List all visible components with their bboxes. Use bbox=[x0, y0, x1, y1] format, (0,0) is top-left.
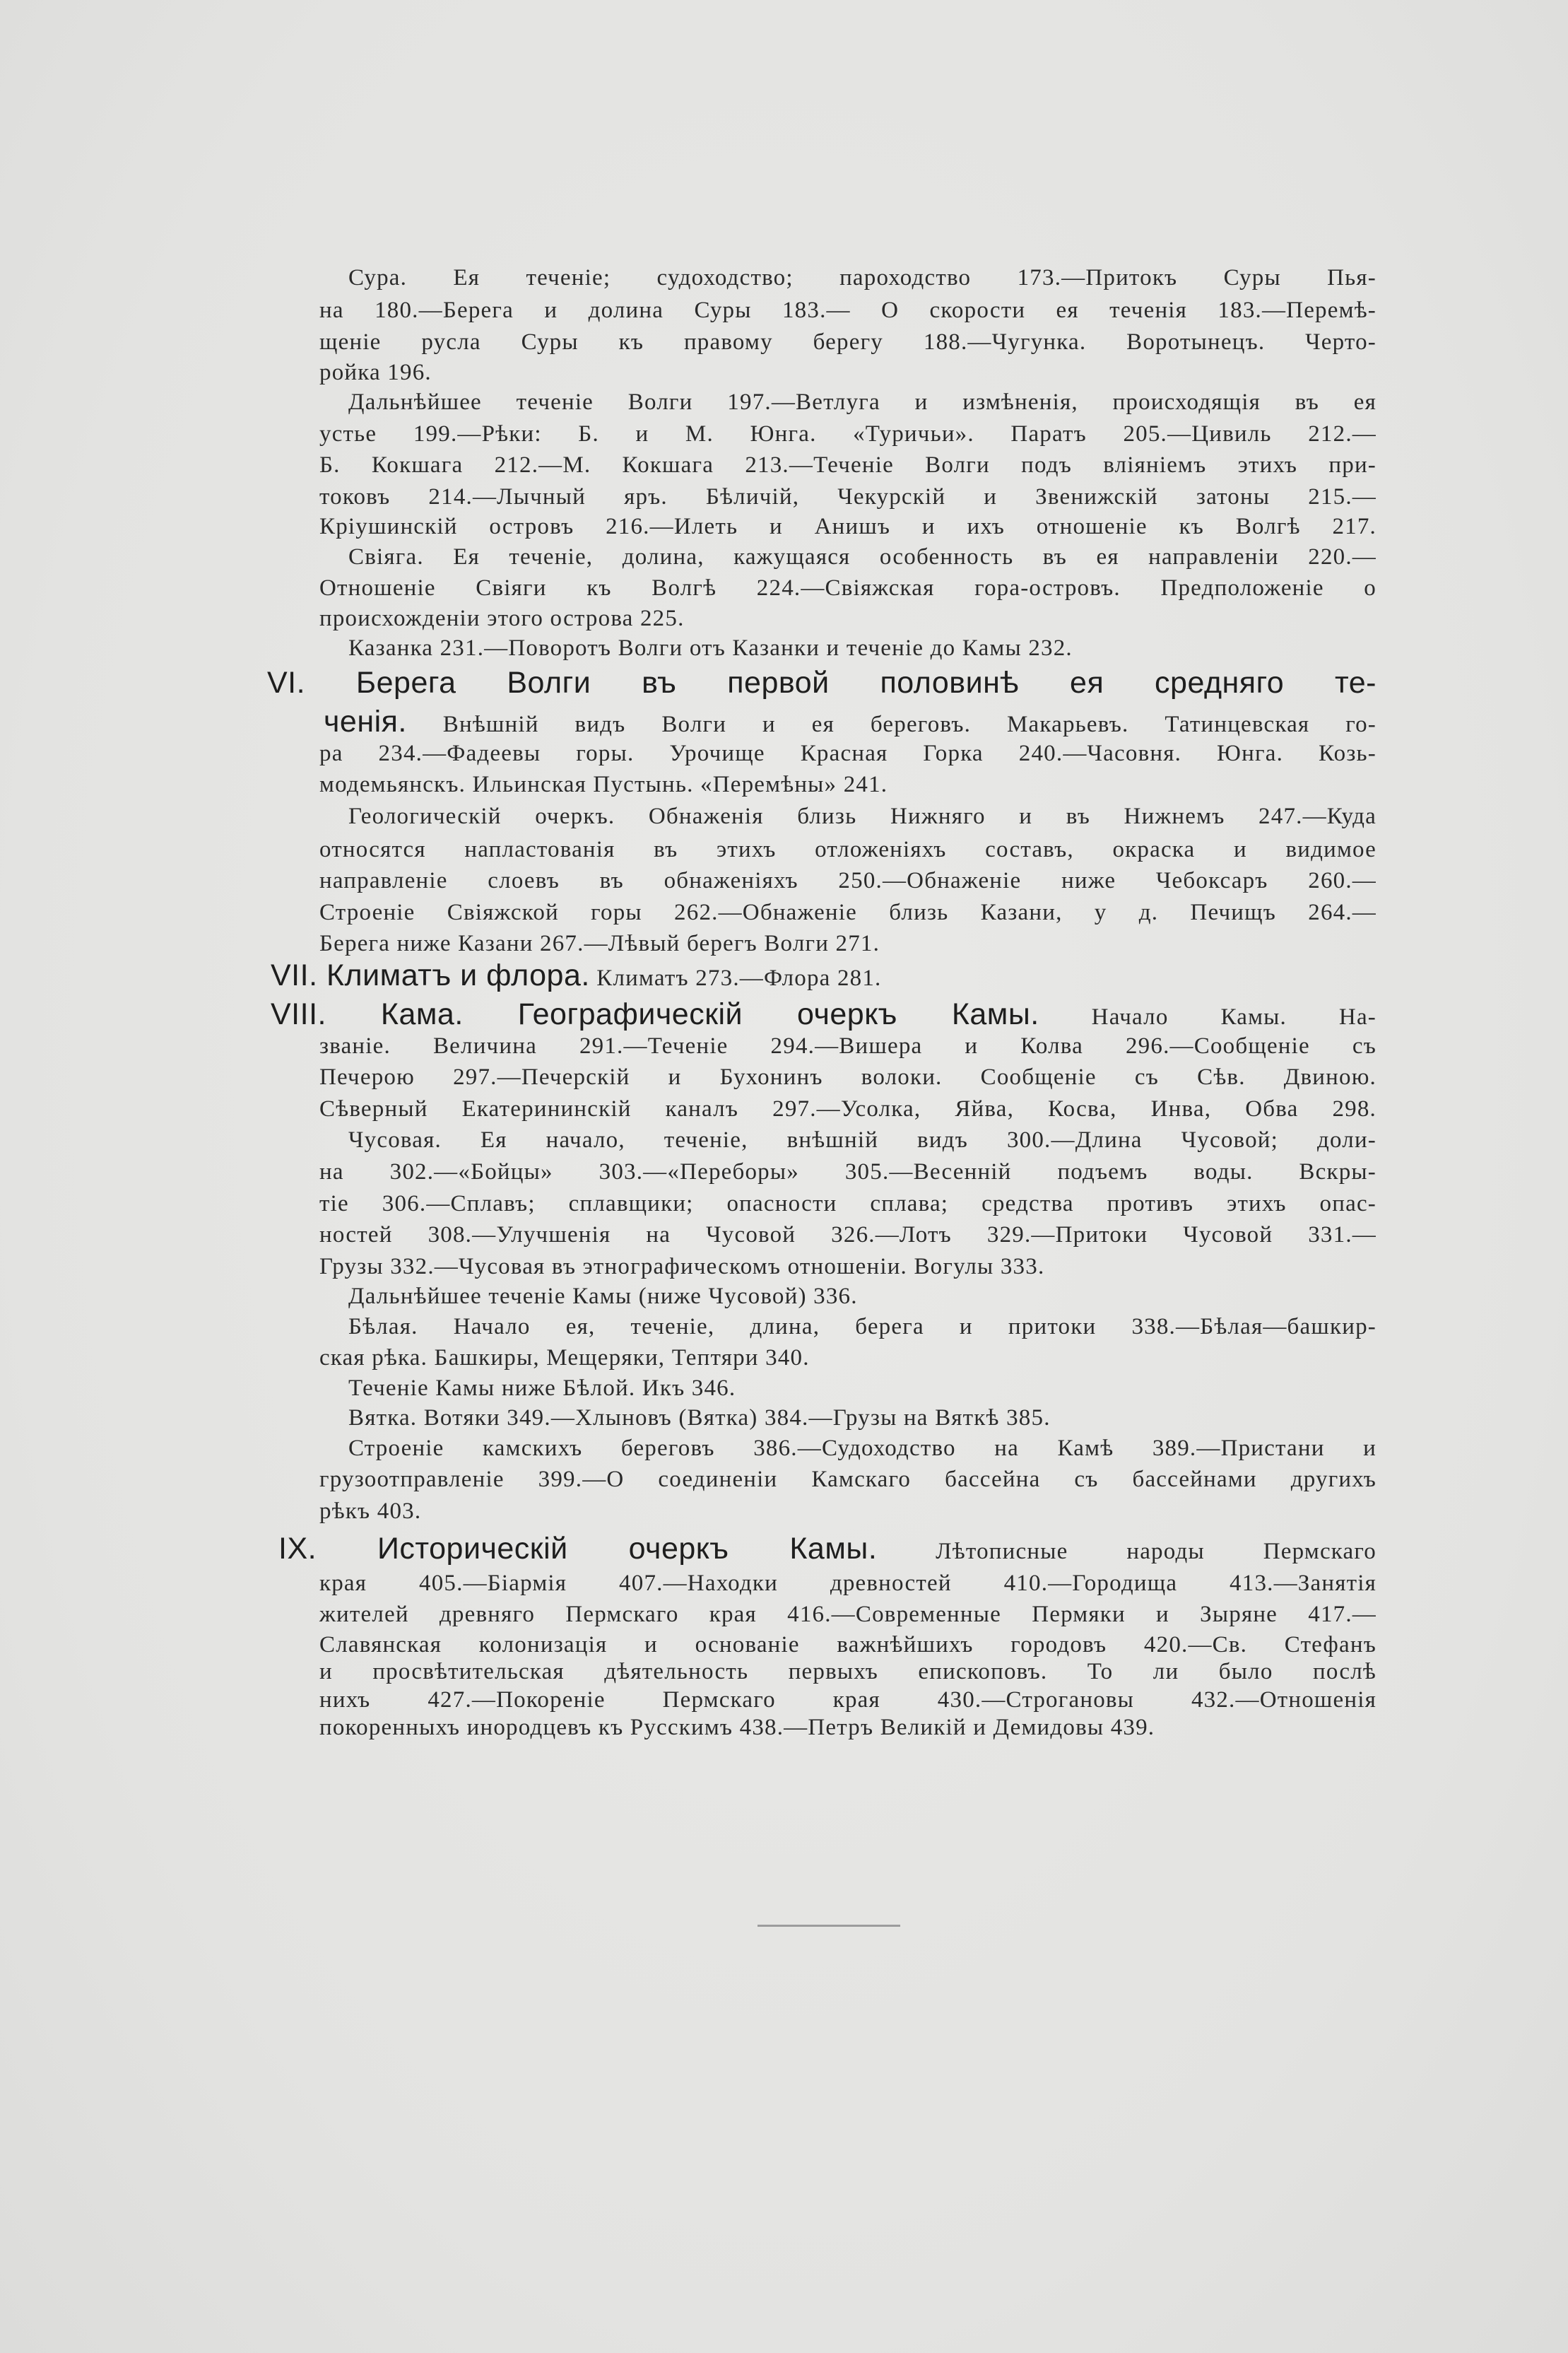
toc-entry-line bbox=[319, 1188, 1377, 1219]
entry-text: устье 199.—Рѣки: Б. и М. Юнга. «Туричьи». Паратъ 205.—Цивиль 212.— bbox=[319, 421, 1377, 447]
entry-text: Чусовая. Ея начало, теченіе, внѣшній видъ 300.—Длина Чусовой; доли- bbox=[348, 1127, 1377, 1153]
entry-text: Строеніе Свіяжской горы 262.—Обнаженіе близь Казани, у д. Печищъ 264.— bbox=[319, 900, 1377, 925]
entry-text: Вятка. Вотяки 349.—Хлыновъ (Вятка) 384.—Грузы на Вяткѣ 385. bbox=[348, 1405, 1051, 1431]
entry-text: Свіяга. Ея теченіе, долина, кажущаяся особенность въ ея направленіи 220.— bbox=[348, 544, 1377, 570]
section-title: VII. Климатъ и флора. bbox=[271, 958, 590, 992]
entry-text: Бѣлая. Начало ея, теченіе, длина, берега и притоки 338.—Бѣлая—башкир- bbox=[348, 1314, 1377, 1339]
entry-text: ская рѣка. Башкиры, Мещеряки, Тептяри 340. bbox=[319, 1345, 810, 1371]
toc-entry-line bbox=[348, 1433, 1377, 1464]
entry-text: нихъ 427.—Покореніе Пермскаго края 430.—Строгановы 432.—Отношенія bbox=[319, 1687, 1377, 1713]
toc-entry-line bbox=[319, 928, 1377, 959]
entry-text: на 302.—«Бойцы» 303.—«Переборы» 305.—Весенній подъемъ воды. Вскры- bbox=[319, 1159, 1377, 1185]
toc-entry-line bbox=[319, 357, 1377, 388]
toc-entry-line bbox=[319, 1656, 1377, 1687]
section-heading-line bbox=[271, 960, 1377, 991]
entry-text: тіе 306.—Сплавъ; сплавщики; опасности сплава; средства противъ этихъ опас- bbox=[319, 1191, 1377, 1216]
toc-entry-line bbox=[348, 541, 1377, 573]
entry-text: Строеніе камскихъ береговъ 386.—Судоходство на Камѣ 389.—Пристани и bbox=[348, 1436, 1377, 1461]
toc-entry-line bbox=[319, 1464, 1377, 1495]
toc-entry-line bbox=[319, 450, 1377, 481]
entry-text: модемьянскъ. Ильинская Пустынь. «Перемѣны» 241. bbox=[319, 772, 888, 797]
entry-text: Печерою 297.—Печерскій и Бухонинъ волоки. Сообщеніе съ Сѣв. Двиною. bbox=[319, 1064, 1377, 1090]
entry-text: Внѣшній видъ Волги и ея береговъ. Макарьевъ. Татинцевская го- bbox=[406, 712, 1377, 737]
entry-text: ностей 308.—Улучшенія на Чусовой 326.—Лотъ 329.—Притоки Чусовой 331.— bbox=[319, 1222, 1377, 1248]
section-title: VI. Берега Волги въ первой половинѣ ея средняго те- bbox=[267, 666, 1377, 700]
entry-text: Грузы 332.—Чусовая въ этнографическомъ отношеніи. Вогулы 333. bbox=[319, 1254, 1045, 1279]
entry-text: грузоотправленіе 399.—О соединеніи Камскаго бассейна съ бассейнами другихъ bbox=[319, 1467, 1377, 1492]
toc-entry-line bbox=[348, 801, 1377, 832]
toc-entry-line bbox=[319, 418, 1377, 450]
entry-text: Отношеніе Свіяги къ Волгѣ 224.—Свіяжская гора-островъ. Предположеніе о bbox=[319, 575, 1377, 601]
entry-text: направленіе слоевъ въ обнаженіяхъ 250.—Обнаженіе ниже Чебоксаръ 260.— bbox=[319, 868, 1377, 893]
entry-text: ройка 196. bbox=[319, 360, 432, 385]
entry-text: щеніе русла Суры къ правому берегу 188.—Чугунка. Воротынецъ. Черто- bbox=[319, 329, 1377, 355]
entry-text: относятся напластованія въ этихъ отложеніяхъ составъ, окраска и видимое bbox=[319, 837, 1377, 862]
entry-text: и просвѣтительская дѣятельность первыхъ епископовъ. То ли было послѣ bbox=[319, 1659, 1377, 1684]
toc-entry-line bbox=[319, 1599, 1377, 1630]
toc-entry-line bbox=[348, 1402, 1377, 1433]
toc-entry-line bbox=[319, 738, 1377, 769]
entry-text: края 405.—Біармія 407.—Находки древностей 410.—Городища 413.—Занятія bbox=[319, 1571, 1377, 1596]
entry-text: Начало Камы. На- bbox=[1039, 1004, 1377, 1030]
toc-entry-line bbox=[348, 1373, 1377, 1404]
toc-entry-line bbox=[319, 1062, 1377, 1093]
entry-text: Казанка 231.—Поворотъ Волги отъ Казанки и теченіе до Камы 232. bbox=[348, 635, 1073, 661]
entry-text: токовъ 214.—Лычный яръ. Бѣличій, Чекурскій и Звенижскій затоны 215.— bbox=[319, 484, 1377, 510]
toc-entry-line bbox=[319, 1251, 1377, 1282]
toc-entry-line bbox=[319, 1156, 1377, 1187]
entry-text: званіе. Величина 291.—Теченіе 294.—Вишера и Колва 296.—Сообщеніе съ bbox=[319, 1033, 1377, 1059]
section-title: VIII. Кама. Географическій очеркъ Камы. bbox=[271, 997, 1039, 1031]
entry-text: Славянская колонизація и основаніе важнѣйшихъ городовъ 420.—Св. Стефанъ bbox=[319, 1632, 1377, 1657]
section-title: ченія. bbox=[324, 705, 407, 739]
toc-entry-line bbox=[319, 295, 1377, 326]
toc-entry-line bbox=[319, 865, 1377, 896]
toc-entry-line bbox=[348, 262, 1377, 293]
toc-entry-line bbox=[348, 1125, 1377, 1156]
section-title: IX. Историческій очеркъ Камы. bbox=[278, 1532, 878, 1566]
toc-entry-line bbox=[319, 897, 1377, 928]
entry-text: покоренныхъ инородцевъ къ Русскимъ 438.—Петръ Великій и Демидовы 439. bbox=[319, 1715, 1155, 1740]
entry-text: происхожденіи этого острова 225. bbox=[319, 606, 685, 631]
section-heading-line bbox=[324, 706, 1377, 737]
entry-text: рѣкъ 403. bbox=[319, 1498, 422, 1524]
toc-entry-line bbox=[319, 481, 1377, 512]
end-rule-divider bbox=[758, 1925, 900, 1927]
entry-text: Климатъ 273.—Флора 281. bbox=[589, 966, 882, 991]
toc-entry-line bbox=[319, 1093, 1377, 1125]
toc-entry-line bbox=[348, 387, 1377, 418]
toc-entry-line bbox=[319, 573, 1377, 604]
toc-entry-line bbox=[319, 511, 1377, 542]
entry-text: Б. Кокшага 212.—М. Кокшага 213.—Теченіе Волги подъ вліяніемъ этихъ при- bbox=[319, 452, 1377, 478]
toc-entry-line bbox=[319, 327, 1377, 358]
section-heading-line bbox=[278, 1533, 1377, 1564]
entry-text: Сура. Ея теченіе; судоходство; пароходство 173.—Притокъ Суры Пья- bbox=[348, 265, 1377, 291]
entry-text: Геологическій очеркъ. Обнаженія близь Нижняго и въ Нижнемъ 247.—Куда bbox=[348, 804, 1377, 829]
entry-text: Сѣверный Екатерининскій каналъ 297.—Усолка, Яйва, Косва, Инва, Обва 298. bbox=[319, 1096, 1377, 1122]
toc-entry-line bbox=[348, 1311, 1377, 1342]
entry-text: Теченіе Камы ниже Бѣлой. Икъ 346. bbox=[348, 1375, 736, 1401]
entry-text: Дальнѣйшее теченіе Камы (ниже Чусовой) 336. bbox=[348, 1284, 858, 1309]
entry-text: Дальнѣйшее теченіе Волги 197.—Ветлуга и измѣненія, происходящія въ ея bbox=[348, 389, 1377, 415]
section-heading-line bbox=[267, 667, 1377, 698]
entry-text: Кріушинскій островъ 216.—Илеть и Анишъ и ихъ отношеніе къ Волгѣ 217. bbox=[319, 514, 1377, 539]
toc-entry-line bbox=[319, 1031, 1377, 1062]
entry-text: на 180.—Берега и долина Суры 183.— О скорости ея теченія 183.—Перемѣ- bbox=[319, 298, 1377, 323]
toc-entry-line bbox=[319, 1684, 1377, 1715]
toc-entry-line bbox=[348, 1281, 1377, 1312]
toc-entry-line bbox=[319, 603, 1377, 634]
toc-entry-line bbox=[319, 1712, 1377, 1743]
toc-entry-line bbox=[319, 1496, 1377, 1527]
toc-entry-line bbox=[348, 633, 1377, 664]
toc-entry-line bbox=[319, 769, 1377, 800]
toc-entry-line bbox=[319, 1219, 1377, 1250]
entry-text: Лѣтописные народы Пермскаго bbox=[877, 1539, 1377, 1564]
entry-text: жителей древняго Пермскаго края 416.—Современные Пермяки и Зыряне 417.— bbox=[319, 1602, 1377, 1627]
toc-entry-line bbox=[319, 834, 1377, 865]
entry-text: Берега ниже Казани 267.—Лѣвый берегъ Волги 271. bbox=[319, 931, 880, 956]
entry-text: ра 234.—Фадеевы горы. Урочище Красная Горка 240.—Часовня. Юнга. Козь- bbox=[319, 741, 1377, 766]
toc-entry-line bbox=[319, 1568, 1377, 1599]
section-heading-line bbox=[271, 999, 1377, 1030]
toc-entry-line bbox=[319, 1342, 1377, 1373]
